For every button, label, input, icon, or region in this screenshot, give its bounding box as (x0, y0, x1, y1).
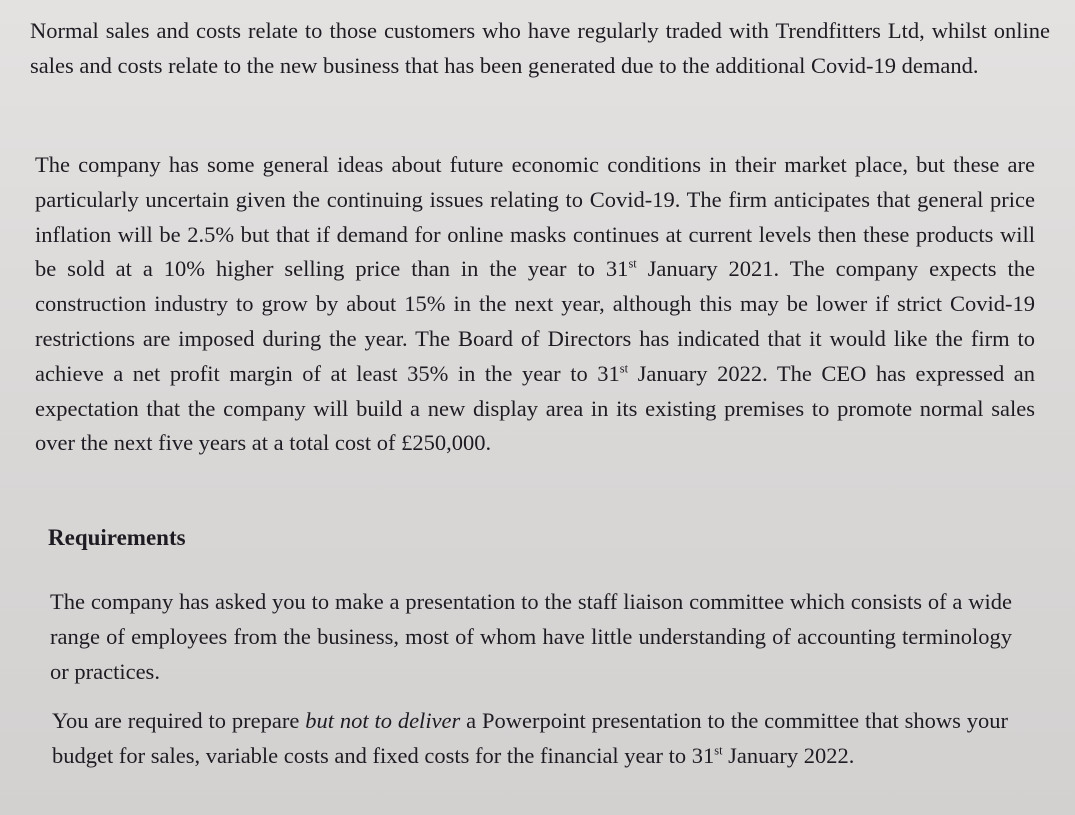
economic-text-part-b: January 2021. The company expects the construction industry to grow by about 15% in the next year, although this may be lower if strict Covid-19 restrictions are imposed during the year. The Board of Directors has indicated that it would like the firm to achieve a net profit margin of at least 35% in the year to 31 (35, 256, 1035, 386)
economic-text-part-a: The company has some general ideas about future economic conditions in their market place, but these are particularly uncertain given the continuing issues relating to Covid-19. The firm anticipates that general price inflation will be 2.5% but that if demand for online masks continues at current levels then these products will be sold at a 10% higher selling price than in the year to 31 (35, 152, 1035, 282)
ordinal-suffix: st (619, 361, 629, 376)
task-text-part-a: You are required to prepare (52, 708, 306, 733)
economic-text-part-c: January 2022. The CEO has expressed an expectation that the company will build a new display area in its existing premises to promote normal sales over the next five years at a total cost of £250,000. (35, 360, 1035, 456)
task-text-part-c: January 2022. (722, 742, 855, 768)
paragraph-task-instruction (52, 704, 1008, 774)
ordinal-suffix: st (628, 256, 637, 271)
paragraph-normal-online-sales: Normal sales and costs relate to those customers who have regularly traded with Trendfitters Ltd, whilst online sales and costs relate to the new business that has been generated due to the additional Covid-19 demand. (30, 18, 1050, 78)
requirements-heading: Requirements (48, 525, 186, 550)
paragraph-economic-conditions (35, 148, 1035, 461)
task-emphasis: but not to deliver (305, 708, 461, 733)
ordinal-suffix: st (714, 743, 723, 758)
paragraph-presentation-request: The company has asked you to make a presentation to the staff liaison committee which consists of a wide range of employees from the business, most of whom have little understanding of accounting terminology or practices. (50, 589, 1012, 684)
task-text-part-b: a Powerpoint presentation to the committee that shows your budget for sales, variable costs and fixed costs for the financial year to 31 (52, 708, 1008, 768)
